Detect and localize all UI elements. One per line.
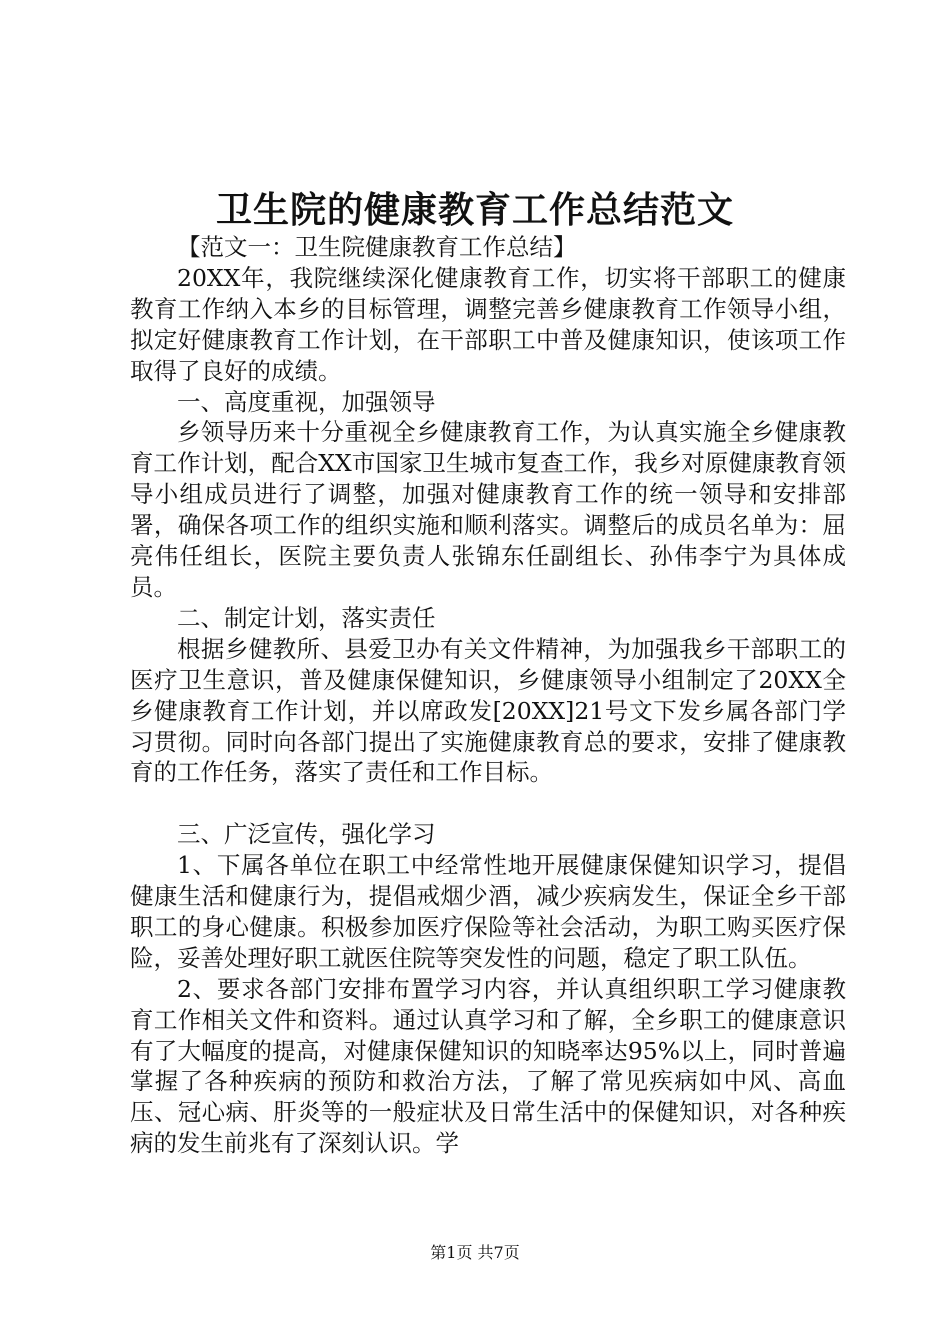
paragraph-section-1: 乡领导历来十分重视全乡健康教育工作，为认真实施全乡健康教育工作计划，配合XX市国家卫生城市复查工作，我乡对原健康教育领导小组成员进行了调整，加强对健康教育工作的统一领导和安排部署，确保各项工作的组织实施和顺利落实。调整后的成员名单为：屈亮伟任组长，医院主要负责人张锦东任副组长、孙伟李宁为具体成员。: [130, 418, 846, 601]
section-heading-3: 三、广泛宣传，强化学习: [177, 820, 436, 849]
section-heading-2: 二、制定计划，落实责任: [177, 603, 436, 632]
paragraph-intro: 20XX年，我院继续深化健康教育工作，切实将干部职工的健康教育工作纳入本乡的目标管理，调整完善乡健康教育工作领导小组，拟定好健康教育工作计划，在干部职工中普及健康知识，使该项工作取得了良好的成绩。: [130, 263, 846, 385]
paragraph-section-3-item-1: 1、下属各单位在职工中经常性地开展健康保健知识学习，提倡健康生活和健康行为，提倡戒烟少酒，减少疾病发生，保证全乡干部职工的身心健康。积极参加医疗保险等社会活动，为职工购买医疗保险，妥善处理好职工就医住院等突发性的问题，稳定了职工队伍。: [130, 851, 846, 972]
section-heading-1: 一、高度重视，加强领导: [177, 387, 436, 416]
paragraph-sample-heading: 【范文一：卫生院健康教育工作总结】: [177, 233, 577, 261]
page-number-footer: 第1页 共7页: [430, 1243, 520, 1262]
paragraph-section-3-item-2: 2、要求各部门安排布置学习内容，并认真组织职工学习健康教育工作相关文件和资料。通过认真学习和了解，全乡职工的健康意识有了大幅度的提高，对健康保健知识的知晓率达95%以上，同时普遍掌握了各种疾病的预防和救治方法，了解了常见疾病如中风、高血压、冠心病、肝炎等的一般症状及日常生活中的保健知识，对各种疾病的发生前兆有了深刻认识。学: [130, 974, 846, 1158]
document-body: [130, 232, 846, 1159]
document-title: 卫生院的健康教育工作总结范文: [215, 189, 734, 231]
paragraph-section-2: 根据乡健教所、县爱卫办有关文件精神，为加强我乡干部职工的医疗卫生意识，普及健康保健知识，乡健康领导小组制定了20XX全乡健康教育工作计划，并以席政发[20XX]21号文下发乡属各部门学习贯彻。同时向各部门提出了实施健康教育总的要求，安排了健康教育的工作任务，落实了责任和工作目标。: [130, 634, 846, 787]
